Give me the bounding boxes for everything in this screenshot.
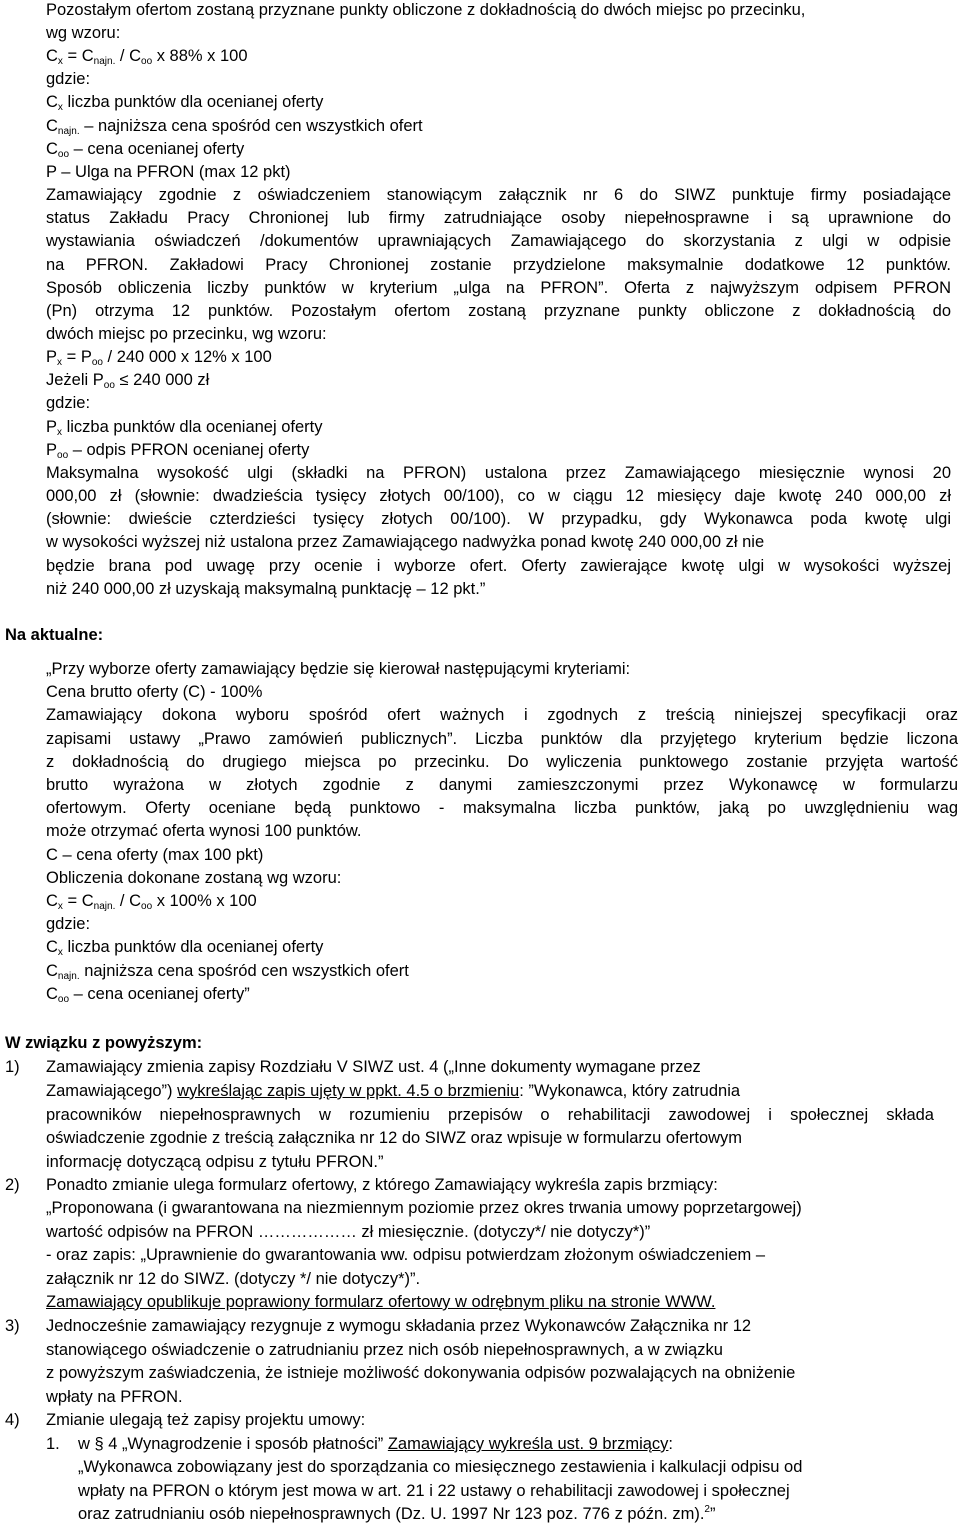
list-item-text: „Proponowana (i gwarantowana na niezmiennym poziomie przez okres trwania umowy poprzetargowej) xyxy=(46,1199,802,1217)
body-text: wystawiania oświadczeń /dokumentów uprawniających Zamawiającego do skorzystania z ulgi w odpisie xyxy=(46,232,951,250)
definition: $C_{najn.}$ najniższa cena spośród cen wszystkich ofert xyxy=(46,962,409,982)
definition: $C_x$ liczba punktów dla ocenianej oferty xyxy=(46,938,324,958)
body-text: gdzie: xyxy=(46,70,91,88)
body-text: brutto wyrażona w złotych zgodnie z danymi zamieszczonymi przez Wykonawcę w formularzu xyxy=(46,776,958,794)
list-item-text: stanowiącego oświadczenie o zatrudnianiu przez nich osób niepełnosprawnych, a w związku xyxy=(46,1341,723,1359)
list-item-text: Ponadto zmianie ulega formularz ofertowy, z którego Zamawiający wykreśla zapis brzmiący: xyxy=(46,1176,718,1194)
body-text: (Pn) otrzyma 12 punktów. Pozostałym ofertom zostaną przyznane punkty obliczone z dokładnością do xyxy=(46,302,951,320)
definition: $P_{oo}$ – odpis PFRON ocenianej oferty xyxy=(46,441,310,461)
definition: $C_{najn.}$ – najniższa cena spośród cen wszystkich ofert xyxy=(46,117,423,137)
list-item-text: oświadczenie zgodnie z treścią załącznika nr 12 do SIWZ oraz wpisuje w formularzu ofertowym xyxy=(46,1129,743,1147)
list-item-text: wpłaty na PFRON. xyxy=(46,1388,183,1406)
list-item-text: wartość odpisów na PFRON ……………… zł miesięcznie. (dotyczy*/ nie dotyczy*)” xyxy=(46,1223,651,1241)
list-item-text: Zamawiający zmienia zapisy Rozdziału V SIWZ ust. 4 („Inne dokumenty wymagane przez xyxy=(46,1058,701,1076)
body-text: z dokładnością do drugiego miejsca po przecinku. Do wyliczenia punktowego zostanie przyjęta wartość xyxy=(46,753,958,771)
sublist-item-text: „Wykonawca zobowiązany jest do sporządzania co miesięcznego zestawienia i kalkulacji odpisu od xyxy=(78,1458,803,1476)
list-number: 1) xyxy=(5,1058,20,1076)
body-text: w wysokości wyższej niż ustalona przez Zamawiającego nadwyżka ponad kwotę 240 000,00 zł nie xyxy=(46,533,765,551)
body-text: Zamawiający dokona wyboru spośród ofert ważnych i zgodnych z treścią niniejszej specyfikacji oraz xyxy=(46,706,958,724)
list-item-text: - oraz zapis: „Uprawnienie do gwarantowania ww. odpisu potwierdzam złożonym oświadczeniem – xyxy=(46,1246,766,1264)
body-text: 000,00 zł (słownie: dwadzieścia tysięcy złotych 00/100), co w ciągu 12 miesięcy daje kwotę 240 000,00 zł xyxy=(46,487,951,505)
sublist-item-text: wpłaty na PFRON o którym jest mowa w art. 21 i 22 ustawy o rehabilitacji zawodowej i społecznej xyxy=(78,1482,790,1500)
body-text: dwóch miejsc po przecinku, wg wzoru: xyxy=(46,325,327,343)
body-text: niż 240 000,00 zł uzyskają maksymalną punktację – 12 pkt.” xyxy=(46,580,486,598)
list-item-text: Jednocześnie zamawiający rezygnuje z wymogu składania przez Wykonawców Załącznika nr 12 xyxy=(46,1317,752,1335)
body-text: wg wzoru: xyxy=(46,24,121,42)
list-item-text: pracowników niepełnosprawnych w rozumieniu przepisów o rehabilitacji zawodowej i społecznej składa xyxy=(46,1106,934,1124)
list-item-text: Zamawiający opublikuje poprawiony formularz ofertowy w odrębnym pliku na stronie WWW. xyxy=(46,1293,716,1311)
list-item-text: załącznik nr 12 do SIWZ. (dotyczy */ nie dotyczy*)”. xyxy=(46,1270,421,1288)
body-text: Zamawiający zgodnie z oświadczeniem stanowiącym załącznik nr 6 do SIWZ punktuje firmy posiadające xyxy=(46,186,951,204)
list-item-text: Zmianie ulegają też zapisy projektu umowy: xyxy=(46,1411,366,1429)
criterion-heading: P – Ulga na PFRON (max 12 pkt) xyxy=(46,163,291,181)
list-number: 2) xyxy=(5,1176,20,1194)
definition: $P_x$ liczba punktów dla ocenianej oferty xyxy=(46,418,323,438)
sublist-item-text: oraz zatrudnianiu osób niepełnosprawnych (Dz. U. 1997 Nr 123 poz. 776 z późn. zm).$^2$” xyxy=(78,1504,716,1523)
definition: $C_x$ liczba punktów dla ocenianej oferty xyxy=(46,93,324,113)
list-number: 4) xyxy=(5,1411,20,1429)
list-item-text: Zamawiającego”) wykreślając zapis ujęty w ppkt. 4.5 o brzmieniu: ”Wykonawca, który zatrudnia xyxy=(46,1082,741,1100)
formula: Jeżeli $P_{oo} \le 240$ 000 zł xyxy=(46,371,210,391)
formula: $C_x = C_{najn.} / C_{oo}$ x 100% x 100 xyxy=(46,892,257,912)
criterion-heading: C – cena oferty (max 100 pkt) xyxy=(46,846,264,864)
formula: $C_x = C_{najn.} / C_{oo}$ x 88% x 100 xyxy=(46,47,248,67)
body-text: gdzie: xyxy=(46,915,91,933)
body-text: Obliczenia dokonane zostaną wg wzoru: xyxy=(46,869,342,887)
body-text: Sposób obliczenia liczby punktów w kryterium „ulga na PFRON”. Oferta z najwyższym odpisem PFRON xyxy=(46,279,951,297)
section-heading: W związku z powyższym: xyxy=(5,1034,203,1052)
body-text: może otrzymać oferta wynosi 100 punktów. xyxy=(46,822,362,840)
body-text: gdzie: xyxy=(46,394,91,412)
body-text: (słownie: dwieście czterdzieści tysięcy złotych 00/100). W przypadku, gdy Wykonawca poda kwotę ulgi xyxy=(46,510,951,528)
sublist-item-text: w § 4 „Wynagrodzenie i sposób płatności” Zamawiający wykreśla ust. 9 brzmiący: xyxy=(78,1435,674,1453)
body-text: będzie brana pod uwagę przy ocenie i wyborze ofert. Oferty zawierające kwotę ulgi w wysokości wyższej xyxy=(46,557,951,575)
definition: $C_{oo}$ – cena ocenianej oferty xyxy=(46,140,245,160)
formula: $P_x = P_{oo} / 240$ 000 x 12% x 100 xyxy=(46,348,272,368)
body-text: zapisami ustawy „Prawo zamówień publicznych”. Liczba punktów dla przyjętego kryterium będzie liczona xyxy=(46,730,958,748)
body-text: ofertowym. Oferty oceniane będą punktowo - maksymalna liczba punktów, jaką po uwzględnieniu wag xyxy=(46,799,958,817)
body-text: Maksymalna wysokość ulgi (składki na PFRON) ustalona przez Zamawiającego miesięcznie wynosi 20 xyxy=(46,464,951,482)
sublist-number: 1. xyxy=(46,1435,60,1453)
body-text: Pozostałym ofertom zostaną przyznane punkty obliczone z dokładnością do dwóch miejsc po przecinku, xyxy=(46,1,806,19)
section-heading: Na aktualne: xyxy=(5,626,104,644)
body-text: status Zakładu Pracy Chronionej lub firmy zatrudniające osoby niepełnosprawne i są uprawnione do xyxy=(46,209,951,227)
body-text: Cena brutto oferty (C) - 100% xyxy=(46,683,263,701)
list-number: 3) xyxy=(5,1317,20,1335)
definition: $C_{oo}$ – cena ocenianej oferty” xyxy=(46,985,250,1005)
list-item-text: z powyższym zaświadczenia, że istnieje możliwość dokonywania odpisów pozwalających na obniżenie xyxy=(46,1364,796,1382)
body-text: na PFRON. Zakładowi Pracy Chronionej zostanie przydzielone maksymalnie dodatkowe 12 punktów. xyxy=(46,256,951,274)
list-item-text: informację dotyczącą odpisu z tytułu PFRON.” xyxy=(46,1153,384,1171)
body-text: „Przy wyborze oferty zamawiający będzie się kierował następującymi kryteriami: xyxy=(46,660,631,678)
